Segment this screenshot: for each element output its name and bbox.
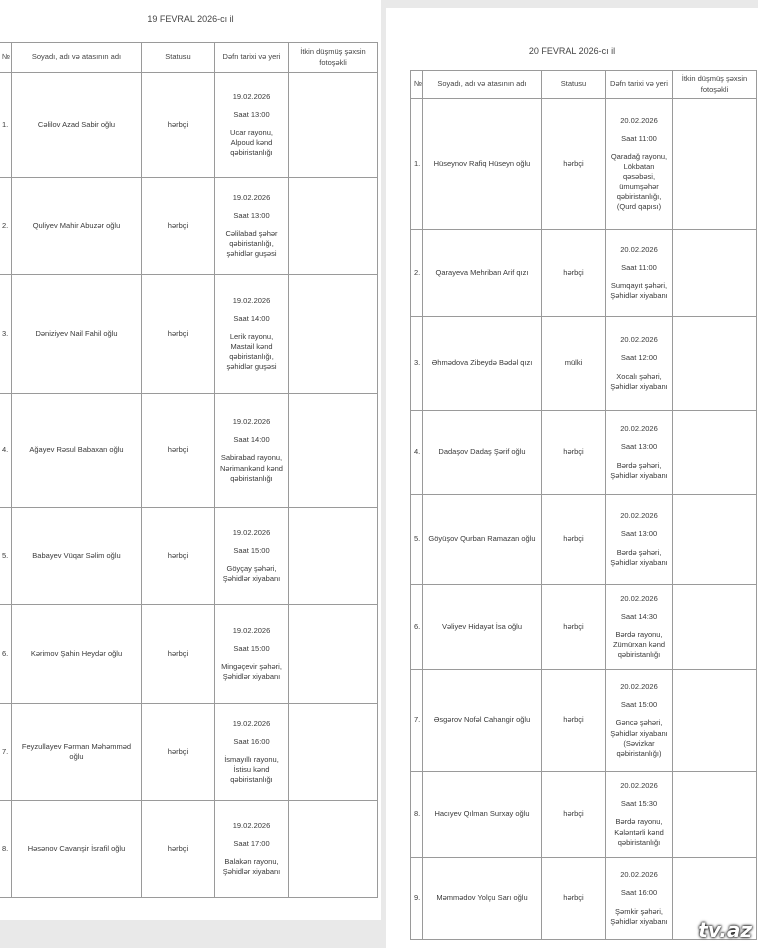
header-number: № [0,43,12,73]
burial-date: 19.02.2026 [232,91,271,101]
burial-place: Şəmkir şəhəri, Şəhidlər xiyabanı [610,906,668,926]
burial-time: Saat 13:00 [620,529,658,539]
person-name: Ağayev Rəsul Babaxan oğlu [12,394,142,508]
person-status: hərbçi [142,394,215,508]
row-number: 8. [411,772,423,858]
person-name: Əsgərov Nofəl Cahangir oğlu [423,670,542,772]
table-row [411,495,757,585]
burial-time: Saat 16:00 [620,888,658,898]
row-number: 3. [0,275,12,394]
row-number: 5. [411,495,423,585]
person-name: Məmmədov Yolçu Sarı oğlu [423,858,542,940]
person-name: Vəliyev Hidayət İsa oğlu [423,585,542,670]
burial-info [215,605,289,704]
table-header-row [0,43,378,73]
person-status: hərbçi [542,230,606,317]
person-status: hərbçi [542,670,606,772]
row-number: 5. [0,508,12,605]
person-status: hərbçi [542,585,606,670]
burial-place: Balakən rayonu, Şəhidlər xiyabanı [222,857,281,877]
photo-cell [673,495,757,585]
person-status: mülki [542,317,606,411]
person-status: hərbçi [142,508,215,605]
burial-place: Xocalı şəhəri, Şəhidlər xiyabanı [610,371,668,391]
burial-date: 19.02.2026 [232,417,271,427]
person-name: Cəlilov Azad Sabir oğlu [12,73,142,178]
row-number: 2. [0,178,12,275]
row-number: 9. [411,858,423,940]
table-row [0,178,378,275]
photo-cell [673,317,757,411]
photo-cell [673,670,757,772]
burial-time: Saat 15:00 [233,643,270,653]
table-row [0,73,378,178]
burial-info [606,411,673,495]
person-name: Quliyev Mahir Abuzər oğlu [12,178,142,275]
burial-date: 20.02.2026 [620,870,658,880]
header-status: Statusu [142,43,215,73]
burial-date: 20.02.2026 [620,424,658,434]
burial-time: Saat 14:00 [233,435,270,445]
table-row [411,411,757,495]
burial-time: Saat 15:00 [233,545,270,555]
person-name: Dəniziyev Nail Fahil oğlu [12,275,142,394]
table-header-row [411,71,757,99]
right-burial-table [410,70,757,940]
burial-info [215,73,289,178]
burial-info [215,178,289,275]
row-number: 3. [411,317,423,411]
header-burial: Dəfn tarixi və yeri [606,71,673,99]
table-row [0,801,378,898]
photo-cell [289,73,378,178]
person-status: hərbçi [542,495,606,585]
burial-info [215,275,289,394]
table-row [0,275,378,394]
burial-date: 19.02.2026 [232,295,271,305]
photo-cell [673,411,757,495]
burial-date: 19.02.2026 [232,625,271,635]
burial-place: Bərdə rayonu, Zümürxan kənd qəbiristanlığı [612,629,666,660]
person-name: Babayev Vüqar Səlim oğlu [12,508,142,605]
burial-time: Saat 17:00 [233,838,270,848]
person-status: hərbçi [142,801,215,898]
person-name: Əhmədova Zibeydə Bədəl qızı [423,317,542,411]
table-row [411,772,757,858]
burial-place: Sumqayıt şəhəri, Şəhidlər xiyabanı [610,281,668,301]
burial-info [606,858,673,940]
burial-info [606,772,673,858]
header-number: № [411,71,423,99]
photo-cell [289,394,378,508]
burial-info [215,508,289,605]
burial-time: Saat 12:00 [620,353,658,363]
header-name: Soyadı, adı və atasının adı [12,43,142,73]
burial-time: Saat 11:00 [621,262,657,272]
header-photo: İtkin düşmüş şəxsin fotoşəkli [289,43,378,73]
burial-place: Sabirabad rayonu, Nərimankənd kənd qəbiristanlığı [220,453,283,483]
left-page-document [0,0,381,920]
photo-cell [673,772,757,858]
table-row [0,704,378,801]
burial-info [215,704,289,801]
table-row [0,605,378,704]
photo-cell [673,230,757,317]
row-number: 8. [0,801,12,898]
burial-place: Bərdə şəhəri, Şəhidlər xiyabanı [610,547,668,567]
photo-cell [289,178,378,275]
burial-date: 19.02.2026 [232,718,271,728]
table-row [411,670,757,772]
burial-date: 19.02.2026 [232,527,271,537]
burial-time: Saat 11:00 [621,133,657,143]
photo-cell [673,99,757,230]
burial-date: 20.02.2026 [620,511,658,521]
header-name: Soyadı, adı və atasının adı [423,71,542,99]
burial-date: 20.02.2026 [620,115,658,125]
row-number: 6. [0,605,12,704]
burial-date: 20.02.2026 [620,682,658,692]
person-status: hərbçi [542,99,606,230]
person-status: hərbçi [142,605,215,704]
burial-place: Ucar rayonu, Alpoud kənd qəbiristanlığı [230,127,273,158]
table-row [411,317,757,411]
photo-cell [289,605,378,704]
table-row [411,585,757,670]
burial-time: Saat 13:00 [620,442,658,452]
table-row [0,508,378,605]
row-number: 7. [0,704,12,801]
person-name: Hacıyev Qılman Surxay oğlu [423,772,542,858]
right-page-heading: 20 FEVRAL 2026-cı il [528,46,616,56]
table-row [0,394,378,508]
person-name: Kərimov Şahin Heydər oğlu [12,605,142,704]
burial-info [606,230,673,317]
person-name: Dadaşov Dadaş Şərif oğlu [423,411,542,495]
header-photo: İtkin düşmüş şəxsin fotoşəkli [673,71,757,99]
left-burial-table [0,42,378,898]
table-row [411,230,757,317]
burial-info [606,99,673,230]
person-status: hərbçi [142,275,215,394]
burial-time: Saat 15:00 [620,700,658,710]
row-number: 1. [0,73,12,178]
burial-date: 20.02.2026 [620,244,658,254]
row-number: 4. [411,411,423,495]
burial-date: 19.02.2026 [232,820,271,830]
row-number: 4. [0,394,12,508]
burial-time: Saat 14:00 [233,313,270,323]
burial-time: Saat 13:00 [233,210,270,220]
burial-place: Lerik rayonu, Mastail kənd qəbiristanlığı, şəhidlər guşəsi [226,331,277,372]
burial-time: Saat 16:00 [233,736,270,746]
person-name: Feyzullayev Fərman Məhəmməd oğlu [12,704,142,801]
burial-info [606,585,673,670]
burial-place: Mingəçevir şəhəri, Şəhidlər xiyabanı [221,662,282,682]
burial-date: 20.02.2026 [620,781,658,791]
person-status: hərbçi [542,858,606,940]
right-page-document [386,8,758,948]
person-status: hərbçi [142,704,215,801]
left-page-heading: 19 FEVRAL 2026-cı il [147,14,234,24]
burial-info [215,394,289,508]
row-number: 1. [411,99,423,230]
header-status: Statusu [542,71,606,99]
burial-place: İsmayıllı rayonu, İstisu kənd qəbiristanlığı [224,754,279,785]
photo-cell [289,801,378,898]
watermark-logo: tv.az [698,918,752,942]
burial-place: Bərdə şəhəri, Şəhidlər xiyabanı [610,460,668,480]
burial-place: Bərdə rayonu, Kələntərli kənd qəbiristanlığı [614,817,664,847]
person-status: hərbçi [142,178,215,275]
header-burial: Dəfn tarixi və yeri [215,43,289,73]
burial-place: Cəlilabad şəhər qəbiristanlığı, şəhidlər guşəsi [225,228,278,259]
burial-date: 20.02.2026 [620,593,658,603]
row-number: 7. [411,670,423,772]
person-status: hərbçi [142,73,215,178]
burial-time: Saat 14:30 [620,611,658,621]
burial-place: Qaradağ rayonu, Lökbatan qəsəbəsi, ümumşəhər qəbiristanlığı, (Qurd qapısı) [610,151,668,212]
person-name: Hüseynov Rafiq Hüseyn oğlu [423,99,542,230]
burial-info [606,495,673,585]
photo-cell [289,275,378,394]
photo-cell [673,585,757,670]
burial-time: Saat 13:00 [233,109,270,119]
burial-place: Gəncə şəhəri, Şəhidlər xiyabanı (Səvizkar qəbiristanlığı) [610,718,668,758]
person-name: Həsənov Cavanşir İsrafil oğlu [12,801,142,898]
person-name: Göyüşov Qurban Ramazan oğlu [423,495,542,585]
person-name: Qarayeva Mehriban Arif qızı [423,230,542,317]
burial-info [606,670,673,772]
photo-cell [289,508,378,605]
person-status: hərbçi [542,772,606,858]
row-number: 6. [411,585,423,670]
burial-date: 19.02.2026 [232,192,271,202]
photo-cell [289,704,378,801]
burial-info [215,801,289,898]
person-status: hərbçi [542,411,606,495]
row-number: 2. [411,230,423,317]
burial-info [606,317,673,411]
table-row [411,99,757,230]
burial-time: Saat 15:30 [620,799,658,809]
burial-place: Göyçay şəhəri, Şəhidlər xiyabanı [222,564,281,584]
burial-date: 20.02.2026 [620,335,658,345]
